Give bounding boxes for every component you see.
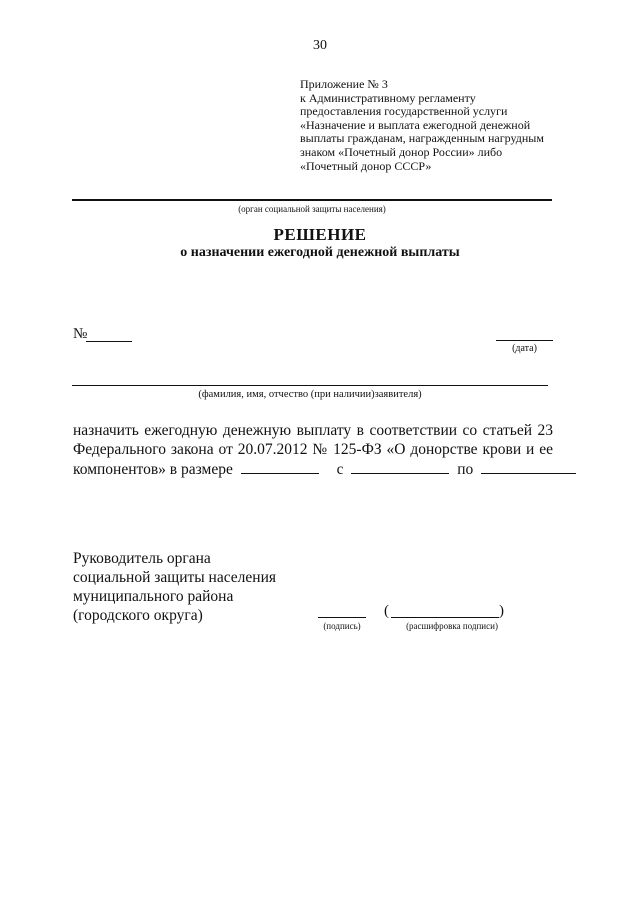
signer-line: Руководитель органа xyxy=(73,550,211,567)
signature-blank xyxy=(318,617,366,618)
from-label: с xyxy=(336,461,344,478)
decision-body xyxy=(73,421,553,479)
page-number: 30 xyxy=(313,38,327,53)
signer-block xyxy=(73,549,276,625)
signer-line: социальной защиты населения xyxy=(73,569,277,586)
body-line-1: назначить ежегодную денежную выплату в соответствии со статьей 23 xyxy=(73,422,553,439)
decryption-caption: (расшифровка подписи) xyxy=(406,621,498,631)
organ-caption: (орган социальной защиты населения) xyxy=(238,204,386,214)
appendix-line: к Административному регламенту xyxy=(300,90,476,105)
decryption-close-paren: ) xyxy=(499,603,504,619)
amount-blank xyxy=(241,459,319,474)
body-line-3 xyxy=(73,459,553,479)
amount-label: компонентов» в размере xyxy=(73,461,233,478)
to-date-blank xyxy=(481,459,576,474)
to-label: по xyxy=(457,461,474,478)
appendix-line: выплаты гражданам, награжденным нагрудным xyxy=(300,131,544,146)
from-date-blank xyxy=(351,459,449,474)
document-title: РЕШЕНИЕ xyxy=(273,225,367,244)
appendix-line: знаком «Почетный донор России» либо xyxy=(300,144,503,159)
signer-line: муниципального района xyxy=(73,588,234,605)
body-line-2: Федерального закона от 20.07.2012 № 125-ФЗ «О донорстве крови и ее xyxy=(73,441,553,458)
signer-line: (городского округа) xyxy=(73,607,203,624)
appendix-line: Приложение № 3 xyxy=(300,77,388,91)
appendix-line: «Назначение и выплата ежегодной денежной xyxy=(300,117,531,132)
applicant-caption: (фамилия, имя, отчество (при наличии)заявителя) xyxy=(198,389,422,400)
date-caption: (дата) xyxy=(512,343,537,354)
organ-underline xyxy=(72,199,552,201)
number-label: № xyxy=(73,326,88,342)
appendix-block xyxy=(300,78,560,173)
signature-caption: (подпись) xyxy=(323,621,361,631)
number-blank xyxy=(86,341,132,342)
document-subtitle: о назначении ежегодной денежной выплаты xyxy=(180,245,460,260)
date-blank xyxy=(496,340,553,341)
applicant-line xyxy=(72,385,548,386)
decryption-open-paren: ( xyxy=(384,603,389,619)
appendix-line: «Почетный донор СССР» xyxy=(300,158,432,173)
decryption-blank xyxy=(391,617,499,618)
appendix-line: предоставления государственной услуги xyxy=(300,104,508,119)
